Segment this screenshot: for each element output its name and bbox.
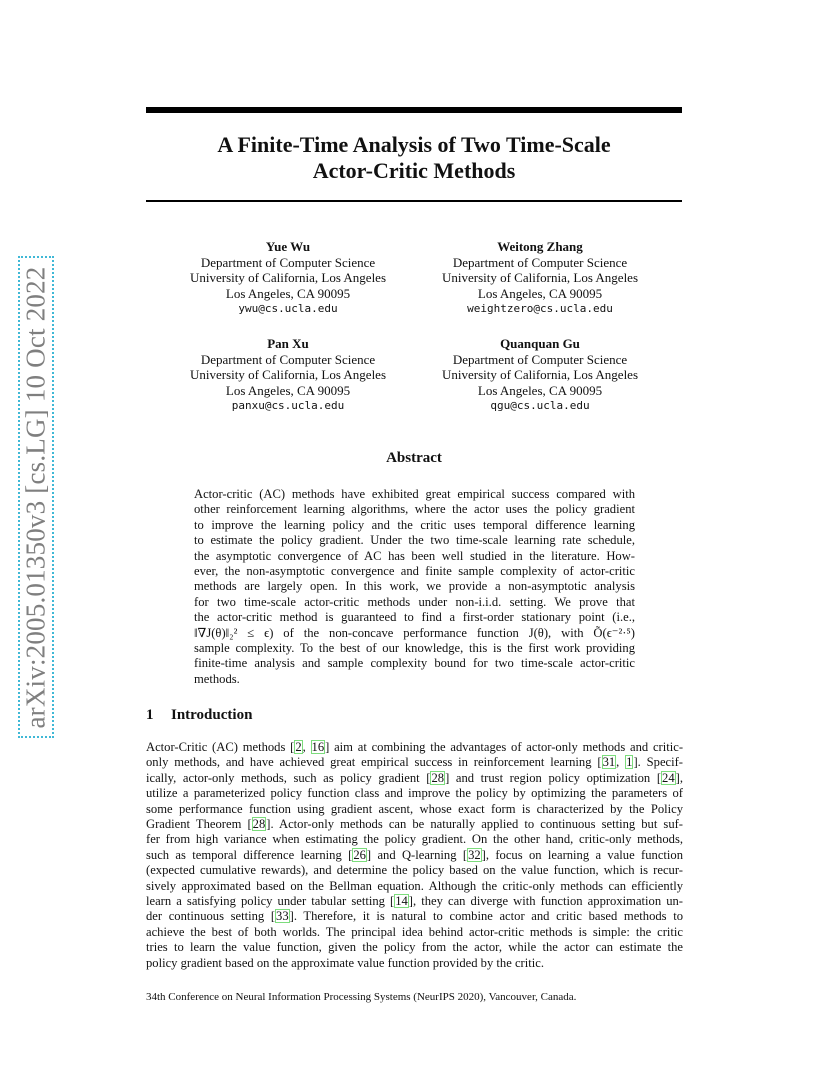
author-email[interactable]: ywu@cs.ucla.edu xyxy=(238,302,338,315)
intro-text: tries to learn the value function, given the policy from the actor, while the actor can estimate the xyxy=(146,940,683,955)
intro-line xyxy=(146,925,683,940)
intro-line xyxy=(146,909,683,924)
abstract-line: ever, the non-asymptotic convergence and finite sample complexity of actor-critic xyxy=(194,564,635,579)
intro-line xyxy=(146,755,683,770)
author-address: Los Angeles, CA 90095 xyxy=(225,285,351,301)
abstract-line: to estimate the policy gradient. Under the two time-scale learning rate schedule, xyxy=(194,533,635,548)
author-block xyxy=(168,239,408,317)
arxiv-stamp[interactable] xyxy=(20,258,52,736)
abstract-line: ‖∇J(θ)‖₂² ≤ ϵ) of the non-concave performance function J(θ), with Õ(ϵ⁻²·⁵) xyxy=(194,625,635,640)
abstract-line: Actor-critic (AC) methods have exhibited great empirical success compared with xyxy=(194,487,635,501)
intro-text: ], xyxy=(675,770,683,785)
abstract-line: other reinforcement learning algorithms, where the actor uses the policy gradient xyxy=(194,502,635,517)
abstract-heading: Abstract xyxy=(386,450,442,466)
author-department: Department of Computer Science xyxy=(452,351,628,367)
author-email[interactable]: qgu@cs.ucla.edu xyxy=(490,399,590,412)
citation-link[interactable]: 31 xyxy=(602,755,616,770)
abstract-line: methods. xyxy=(194,671,240,686)
author-block xyxy=(168,336,408,414)
title-bottom-rule xyxy=(146,200,682,202)
citation-link[interactable]: 26 xyxy=(353,847,366,862)
abstract-line: finite-time analysis and sample complexity bound for two time-scale actor-critic xyxy=(194,656,635,671)
section-title: Introduction xyxy=(171,707,253,723)
intro-text: ]. Specif- xyxy=(633,755,684,770)
intro-line xyxy=(146,863,683,878)
author-address: Los Angeles, CA 90095 xyxy=(477,285,603,301)
abstract-line: the actor-critic method is guaranteed to find a first-order stationary point (i.e., xyxy=(194,610,635,625)
author-name: Yue Wu xyxy=(265,239,311,254)
intro-text: ]. Therefore, it is natural to combine actor and critic based methods to xyxy=(289,909,683,924)
abstract-line: methods are largely open. In this work, we provide a non-asymptotic analysis xyxy=(194,579,635,594)
author-name: Quanquan Gu xyxy=(500,336,580,351)
intro-text: policy gradient based on the approximate value function provided by the critic. xyxy=(146,955,544,970)
author-department: Department of Computer Science xyxy=(452,254,628,270)
intro-text: such as temporal difference learning [ xyxy=(146,847,353,862)
citation-link[interactable]: 14 xyxy=(395,894,408,909)
intro-line xyxy=(146,940,683,955)
intro-line xyxy=(146,832,683,847)
intro-text: Actor-Critic (AC) methods [ xyxy=(146,740,295,754)
intro-text: ]. Actor-only methods can be naturally applied to continuous setting but suf- xyxy=(266,817,684,832)
author-block xyxy=(420,239,660,317)
title-top-rule xyxy=(146,107,682,113)
citation-link[interactable]: 28 xyxy=(431,770,445,785)
paper-title xyxy=(146,132,682,184)
intro-line xyxy=(146,771,683,786)
intro-text: , xyxy=(302,740,311,754)
citation-link[interactable]: 28 xyxy=(252,817,266,832)
citation-link[interactable]: 33 xyxy=(276,909,289,924)
title-line-1: A Finite-Time Analysis of Two Time-Scale xyxy=(217,132,611,157)
author-department: Department of Computer Science xyxy=(200,254,376,270)
abstract-body xyxy=(194,487,635,687)
section-number: 1 xyxy=(146,707,154,723)
author-university: University of California, Los Angeles xyxy=(441,270,639,285)
intro-text: utilize a parameterized policy function class and improve the policy by optimizing the parameters of xyxy=(146,786,683,801)
intro-text: ] and trust region policy optimization [ xyxy=(445,770,662,785)
intro-text: only methods, and have achieved great empirical success in reinforcement learning [ xyxy=(146,755,602,770)
intro-line xyxy=(146,740,683,755)
intro-line xyxy=(146,848,683,863)
author-department: Department of Computer Science xyxy=(200,351,376,367)
abstract-line: for two time-scale actor-critic methods under non-i.i.d. setting. We prove that xyxy=(194,594,635,609)
intro-line xyxy=(146,879,683,894)
abstract-line: sample complexity. To the best of our knowledge, this is the first work providing xyxy=(194,641,635,656)
intro-text: ] aim at combining the advantages of actor-only methods and critic- xyxy=(325,740,684,754)
intro-text: ] and Q-learning [ xyxy=(366,847,468,862)
intro-line xyxy=(146,956,683,971)
intro-text: (expected cumulative rewards), and determine the policy based on the value function, which is recur- xyxy=(146,863,683,878)
author-name: Weitong Zhang xyxy=(497,239,583,254)
intro-text: , xyxy=(616,755,626,770)
citation-link[interactable]: 1 xyxy=(626,755,633,770)
author-email[interactable]: weightzero@cs.ucla.edu xyxy=(467,302,613,315)
intro-line xyxy=(146,894,683,909)
conference-footer: 34th Conference on Neural Information Processing Systems (NeurIPS 2020), Vancouver, Canada. xyxy=(146,991,577,1003)
author-university: University of California, Los Angeles xyxy=(189,367,387,382)
intro-text: ], focus on learning a value function xyxy=(481,847,684,862)
author-university: University of California, Los Angeles xyxy=(441,367,639,382)
citation-link[interactable]: 24 xyxy=(662,770,675,785)
author-address: Los Angeles, CA 90095 xyxy=(477,382,603,398)
section-heading xyxy=(146,707,252,724)
intro-text: sively approximated based on the Bellman equation. Although the critic-only methods can efficiently xyxy=(146,878,683,893)
intro-line xyxy=(146,817,683,832)
intro-text: achieve the best of both worlds. The principal idea behind actor-critic methods is simple: the critic xyxy=(146,924,683,939)
citation-link[interactable]: 2 xyxy=(295,740,302,754)
abstract-line: to improve the learning policy and the critic uses temporal difference learning xyxy=(194,517,635,532)
author-address: Los Angeles, CA 90095 xyxy=(225,382,351,398)
author-name: Pan Xu xyxy=(267,336,309,351)
author-email[interactable]: panxu@cs.ucla.edu xyxy=(231,399,345,412)
intro-text: ically, actor-only methods, such as policy gradient [ xyxy=(146,770,431,785)
arxiv-id-text[interactable]: arXiv:2005.01350v3 [cs.LG] 10 Oct 2022 xyxy=(20,265,51,729)
intro-text: some performance function using gradient ascent, whose exact form is characterized by the Policy xyxy=(146,801,683,816)
author-university: University of California, Los Angeles xyxy=(189,270,387,285)
intro-text: der continuous setting [ xyxy=(146,909,276,924)
intro-text: fer from high variance when estimating the policy gradient. On the other hand, critic-only methods, xyxy=(146,832,683,847)
abstract-line: the asymptotic convergence of AC has been well studied in the literature. How- xyxy=(194,548,635,563)
intro-text: Gradient Theorem [ xyxy=(146,817,252,832)
intro-text: learn a satisfying policy under tabular setting [ xyxy=(146,894,395,909)
citation-link[interactable]: 32 xyxy=(468,847,481,862)
intro-line xyxy=(146,802,683,817)
introduction-body xyxy=(146,740,683,971)
citation-link[interactable]: 16 xyxy=(311,740,325,754)
author-block xyxy=(420,336,660,414)
title-line-2: Actor-Critic Methods xyxy=(312,158,516,183)
intro-text: ], they can diverge with function approximation un- xyxy=(408,894,683,909)
intro-line xyxy=(146,786,683,801)
